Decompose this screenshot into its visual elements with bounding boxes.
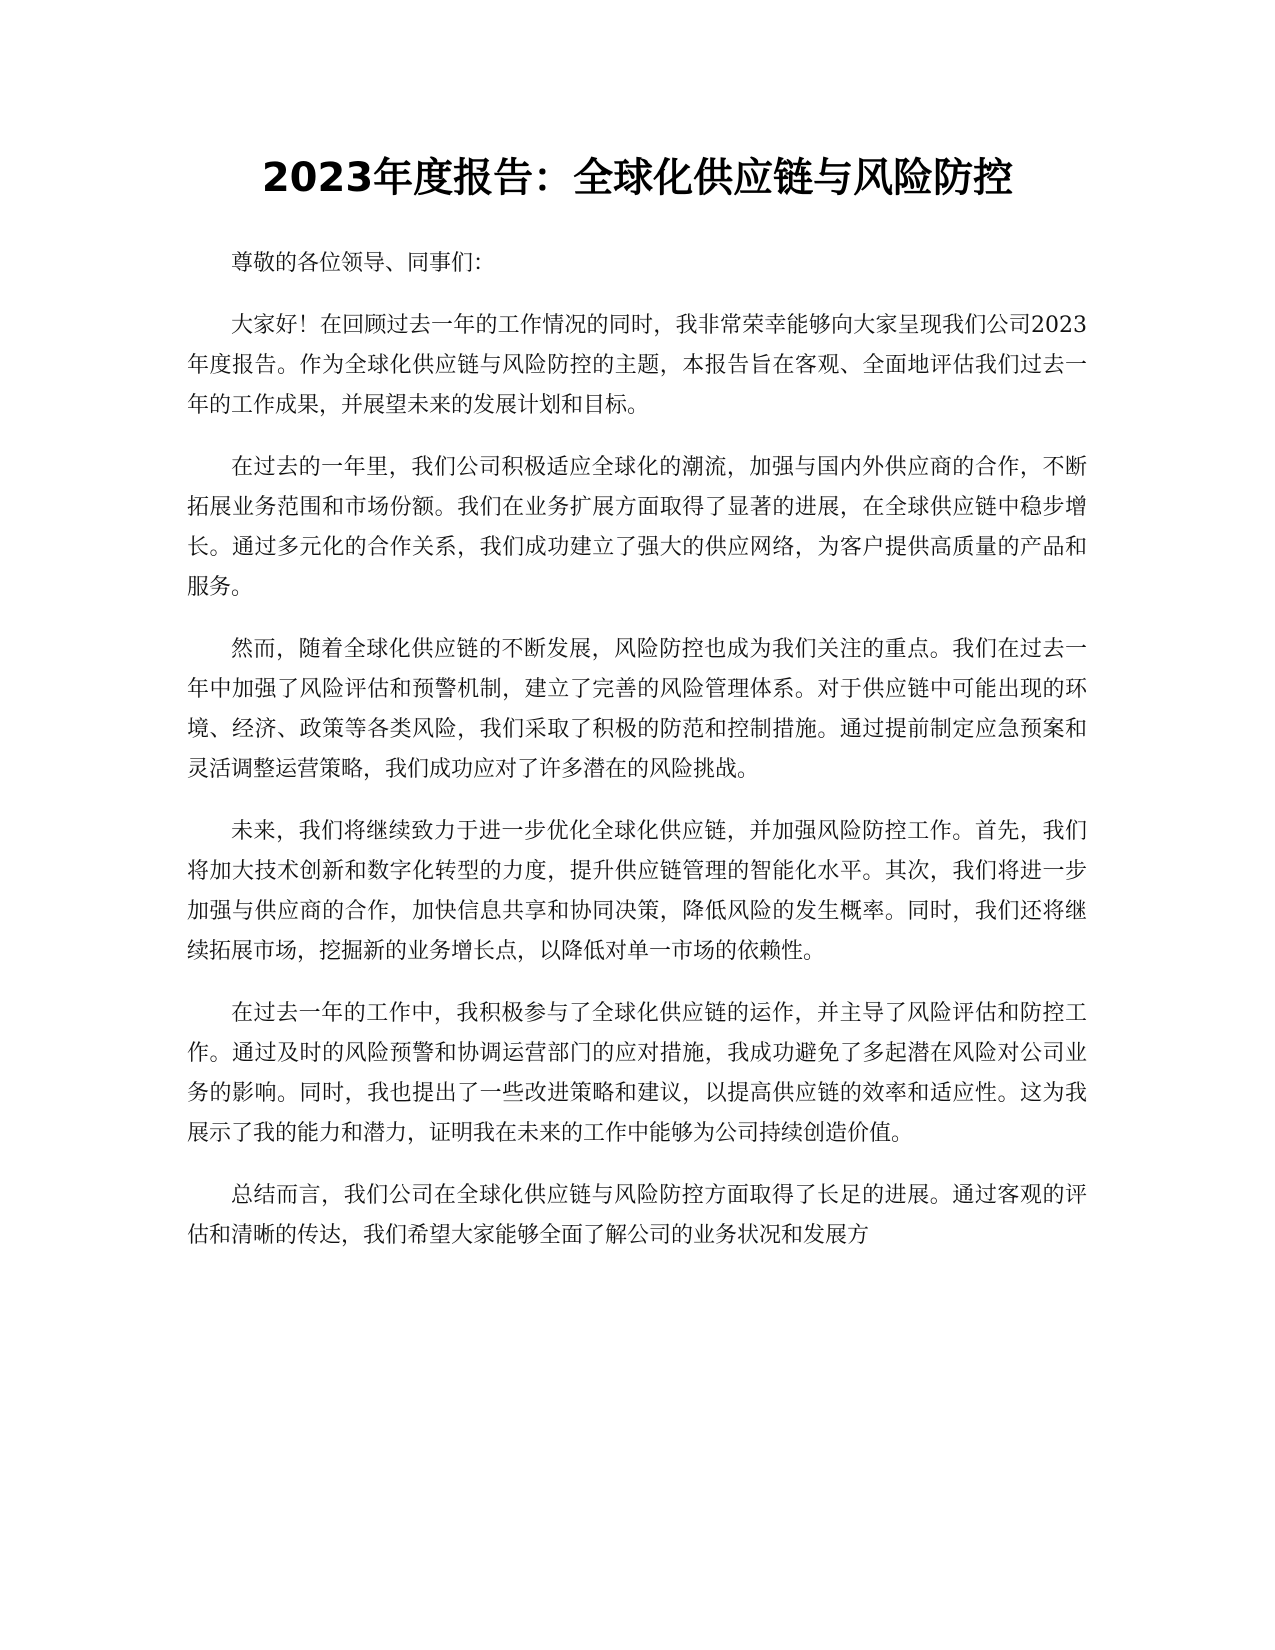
body-paragraph: 未来，我们将继续致力于进一步优化全球化供应链，并加强风险防控工作。首先，我们将加大技术创新和数字化转型的力度，提升供应链管理的智能化水平。其次，我们将进一步加强与供应商的合作，加快信息共享和协同决策，降低风险的发生概率。同时，我们还将继续拓展市场，挖掘新的业务增长点，以降低对单一市场的依赖性。 bbox=[187, 819, 1087, 964]
body-paragraph: 在过去的一年里，我们公司积极适应全球化的潮流，加强与国内外供应商的合作，不断拓展业务范围和市场份额。我们在业务扩展方面取得了显著的进展，在全球供应链中稳步增长。通过多元化的合作关系，我们成功建立了强大的供应网络，为客户提供高质量的产品和服务。 bbox=[187, 455, 1087, 600]
salutation-paragraph: 尊敬的各位领导、同事们： bbox=[231, 251, 496, 276]
body-paragraph: 在过去一年的工作中，我积极参与了全球化供应链的运作，并主导了风险评估和防控工作。通过及时的风险预警和协调运营部门的应对措施，我成功避免了多起潜在风险对公司业务的影响。同时，我也提出了一些改进策略和建议，以提高供应链的效率和适应性。这为我展示了我的能力和潜力，证明我在未来的工作中能够为公司持续创造价值。 bbox=[187, 1001, 1087, 1146]
body-paragraph: 总结而言，我们公司在全球化供应链与风险防控方面取得了长足的进展。通过客观的评估和清晰的传达，我们希望大家能够全面了解公司的业务状况和发展方 bbox=[187, 1183, 1087, 1248]
document-title: 2023年度报告：全球化供应链与风险防控 bbox=[261, 155, 1014, 201]
document-body bbox=[187, 244, 1087, 1278]
body-paragraph: 然而，随着全球化供应链的不断发展，风险防控也成为我们关注的重点。我们在过去一年中加强了风险评估和预警机制，建立了完善的风险管理体系。对于供应链中可能出现的环境、经济、政策等各类风险，我们采取了积极的防范和控制措施。通过提前制定应急预案和灵活调整运营策略，我们成功应对了许多潜在的风险挑战。 bbox=[187, 637, 1087, 782]
body-paragraph: 大家好！在回顾过去一年的工作情况的同时，我非常荣幸能够向大家呈现我们公司2023年度报告。作为全球化供应链与风险防控的主题，本报告旨在客观、全面地评估我们过去一年的工作成果，并展望未来的发展计划和目标。 bbox=[187, 313, 1087, 418]
